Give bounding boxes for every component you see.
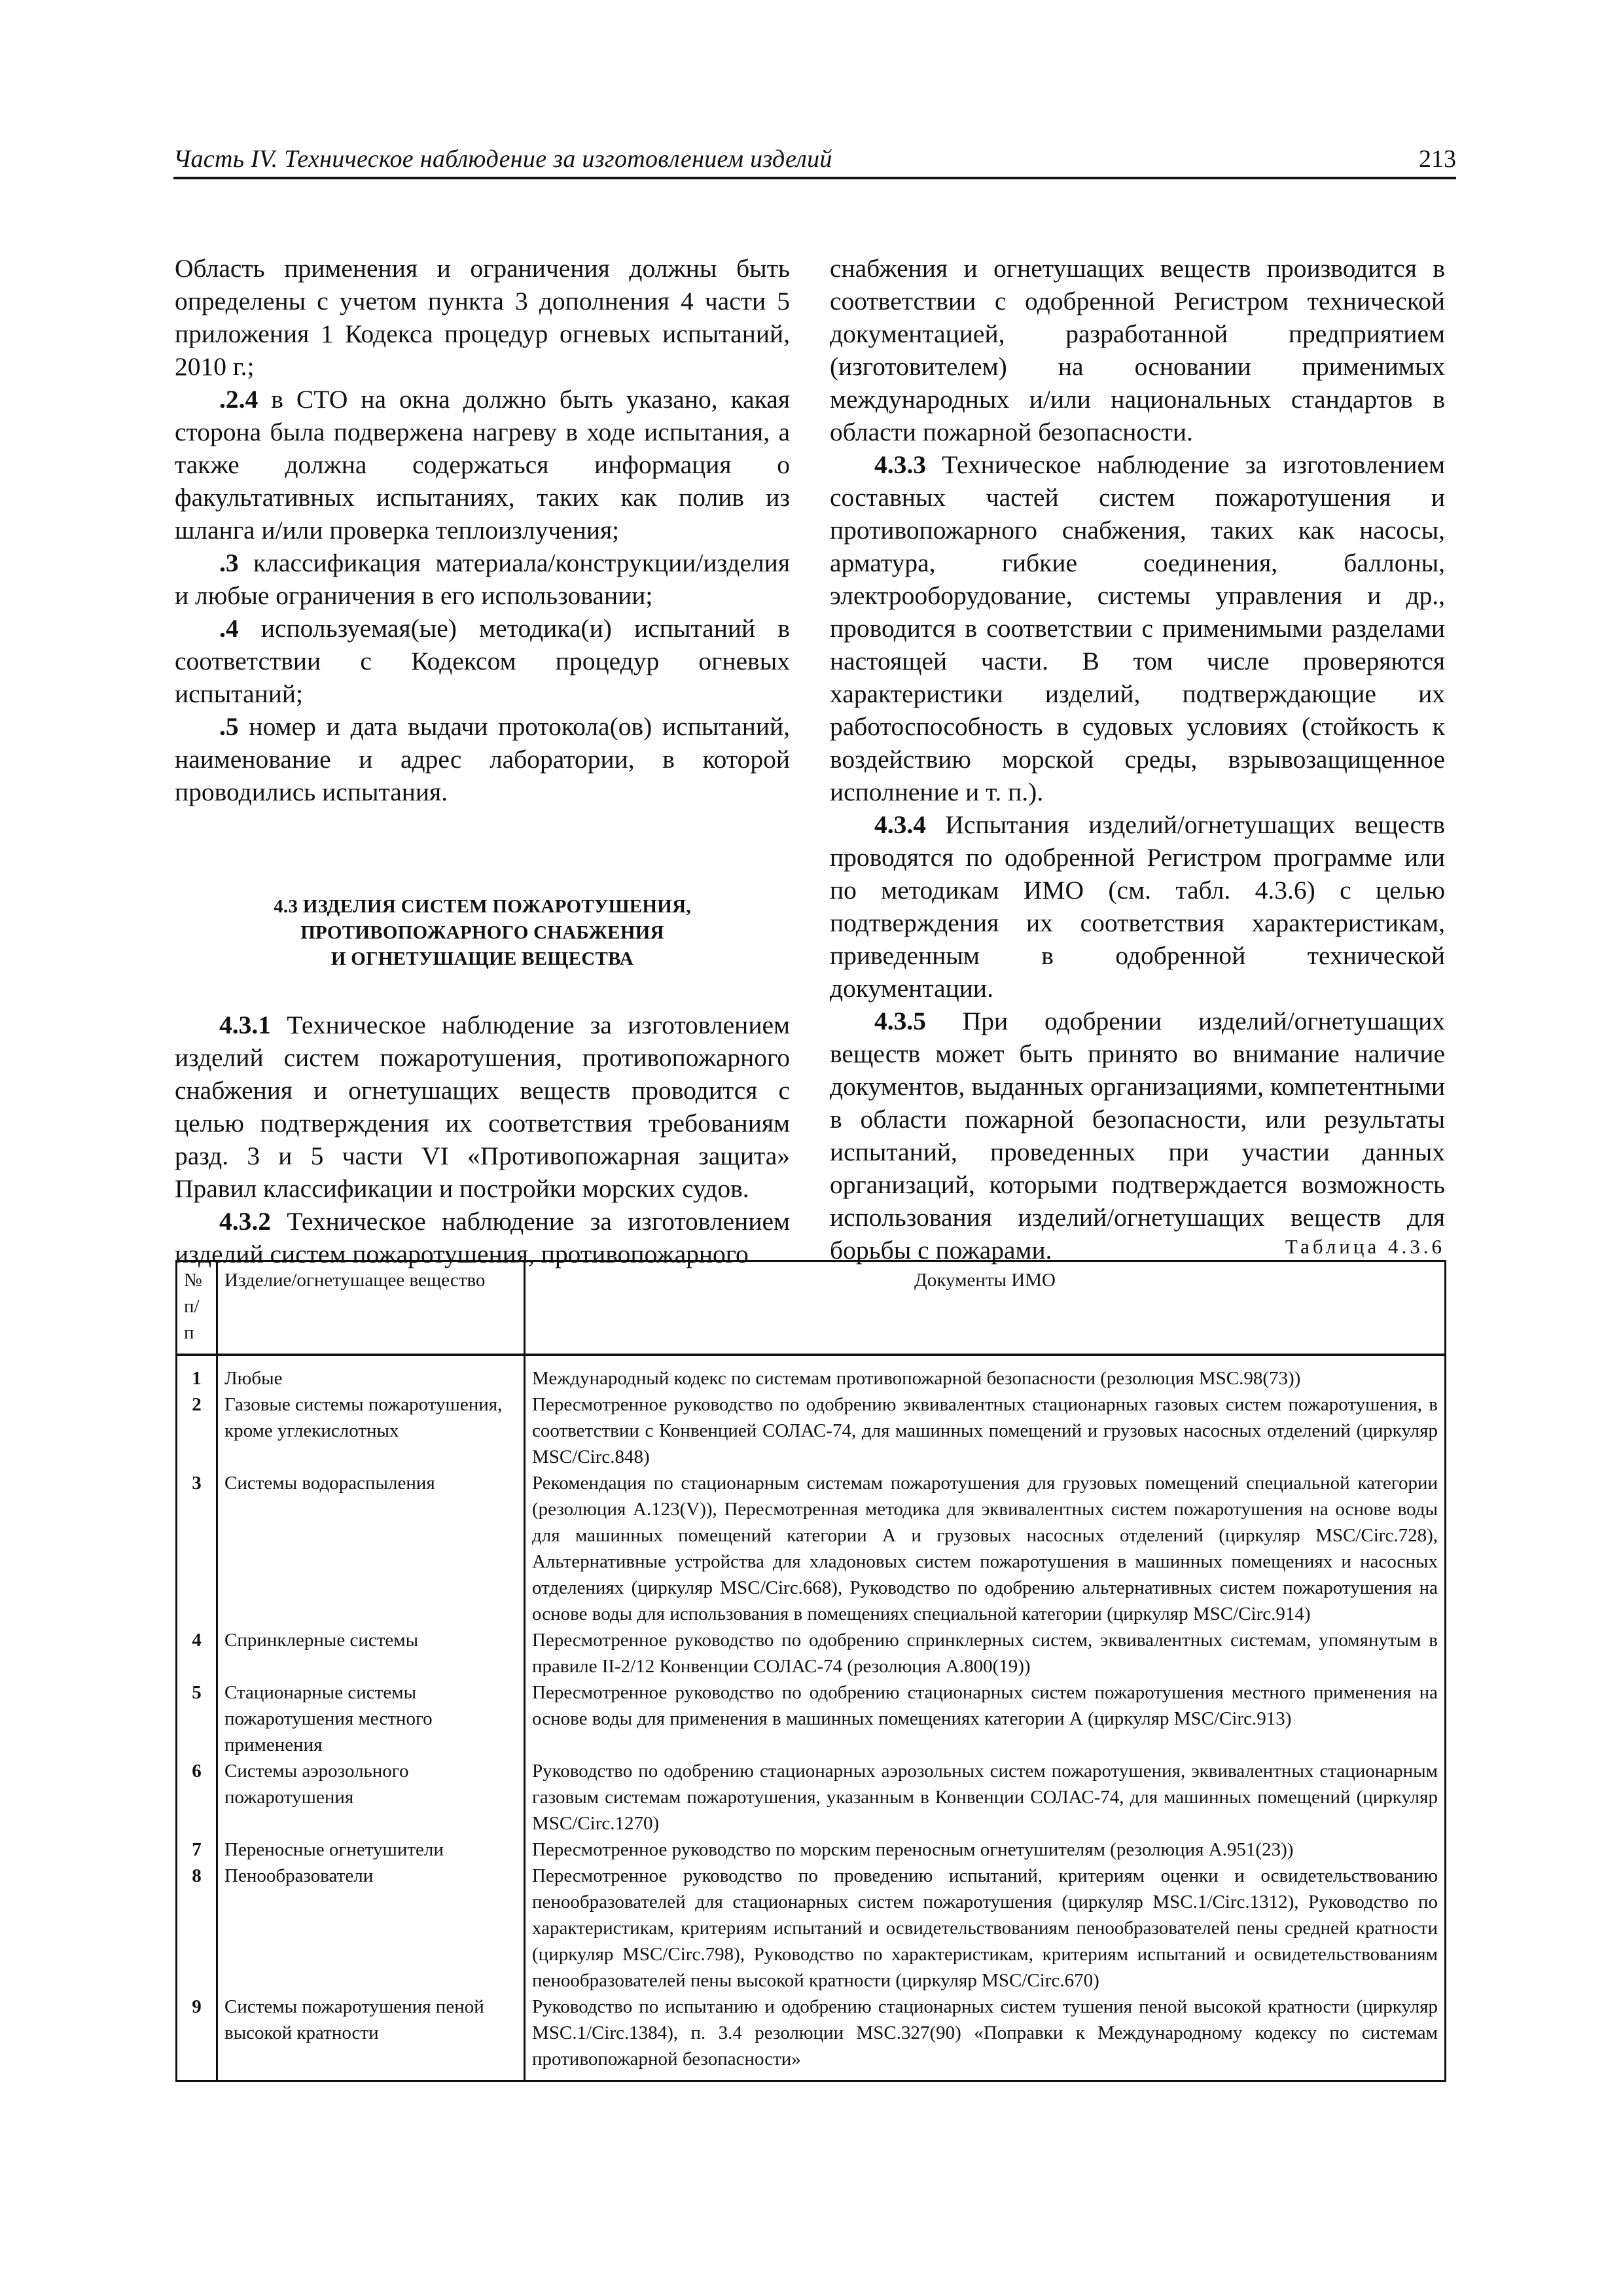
row-item: Любые (217, 1355, 525, 1391)
clause-number: 4.3.4 (874, 810, 926, 839)
row-number: 3 (177, 1470, 217, 1627)
clause-text: Техническое наблюдение за изготовлением изделий систем пожаротушения, противопожарного снабжения и огнетушащих веществ проводится с целью подтверждения их соответствия требованиям разд. 3 и 5 части VI «Противопожарная защита» Правил классификации и постройки морских судов. (175, 1011, 790, 1203)
clause-number: 4.3.1 (219, 1011, 271, 1039)
paragraph (175, 710, 790, 808)
paragraph (175, 612, 790, 710)
column-header-documents: Документы ИМО (525, 1261, 1446, 1355)
clause-number: 4.3.2 (219, 1207, 271, 1236)
clause-text: Техническое наблюдение за изготовлением составных частей систем пожаротушения и противопожарного снабжения, таких как насосы, арматура, гибкие соединения, баллоны, электрооборудование, системы управления и др., проводится в соответствии с применимыми разделами настоящей части. В том числе проверяются характеристики изделий, подтверждающие их работоспособность в судовых условиях (стойкость к воздействию морской среды, взрывозащищенное исполнение и т. п.). (830, 450, 1445, 806)
row-documents: Пересмотренное руководство по морским переносным огнетушителям (резолюция A.951(23)) (525, 1837, 1446, 1863)
paragraph (175, 383, 790, 547)
row-documents: Пересмотренное руководство по одобрению стационарных систем пожаротушения местного применения на основе воды для применения в машинных помещениях категории А (циркуляр MSC/Circ.913) (525, 1679, 1446, 1758)
section-heading-line: И ОГНЕТУШАЩИЕ ВЕЩЕСТВА (330, 948, 634, 969)
running-header (173, 143, 1456, 179)
right-column (830, 252, 1445, 1266)
row-number: 5 (177, 1679, 217, 1758)
row-item: Системы пожаротушения пеной высокой кратности (217, 1994, 525, 2081)
clause-text: Испытания изделий/огнетушащих веществ проводятся по одобренной Регистром программе или по методикам ИМО (см. табл. 4.3.6) с целью подтверждения их соответствия характеристикам, приведенным в одобренной технической документации. (830, 810, 1445, 1003)
item-text: классификация материала/конструкции/изделия и любые ограничения в его использовании; (175, 548, 790, 610)
table-row (177, 1679, 1446, 1758)
clause-text: Техническое наблюдение за изготовлением изделий систем пожаротушения, противопожарного (175, 1207, 790, 1268)
row-number: 2 (177, 1391, 217, 1470)
paragraph (175, 1009, 790, 1205)
paragraph (830, 448, 1445, 808)
table-header-row (177, 1261, 1446, 1355)
column-header-number: № п/п (177, 1261, 217, 1355)
row-documents: Пересмотренное руководство по одобрению спринклерных систем, эквивалентных системам, упомянутым в правиле II-2/12 Конвенции СОЛАС-74 (резолюция A.800(19)) (525, 1627, 1446, 1679)
table-row (177, 1837, 1446, 1863)
row-item: Переносные огнетушители (217, 1837, 525, 1863)
paragraph: снабжения и огнетушащих веществ производится в соответствии с одобренной Регистром технической документацией, разработанной предприятием (изготовителем) на основании применимых международных и/или национальных стандартов в области пожарной безопасности. (830, 254, 1445, 446)
row-documents: Руководство по испытанию и одобрению стационарных систем тушения пеной высокой кратности (циркуляр MSC.1/Circ.1384), п. 3.4 резолюции MSC.327(90) «Поправки к Международному кодексу по системам противопожарной безопасности» (525, 1994, 1446, 2081)
row-documents: Рекомендация по стационарным системам пожаротушения для грузовых помещений специальной категории (резолюция A.123(V)), Пересмотренная методика для эквивалентных систем пожаротушения на основе воды для машинных помещений категории А и грузовых насосных отделений (циркуляр MSC/Circ.728), Альтернативные устройства для хладоновых систем пожаротушения в машинных помещениях и насосных отделениях (циркуляр MSC/Circ.668), Руководство по одобрению альтернативных систем пожаротушения на основе воды для использования в помещениях специальной категории (циркуляр MSC/Circ.914) (525, 1470, 1446, 1627)
item-text: номер и дата выдачи протокола(ов) испытаний, наименование и адрес лаборатории, в которой проводились испытания. (175, 712, 790, 806)
column-header-item: Изделие/огнетушащее вещество (217, 1261, 525, 1355)
item-text: используемая(ые) методика(и) испытаний в соответствии с Кодексом процедур огневых испытаний; (175, 614, 790, 708)
table-row (177, 1627, 1446, 1679)
table-row (177, 1863, 1446, 1994)
row-documents: Руководство по одобрению стационарных аэрозольных систем пожаротушения, эквивалентных стационарным газовым системам пожаротушения, указанным в Конвенции СОЛАС-74, для машинных помещений (циркуляр MSC/Circ.1270) (525, 1758, 1446, 1837)
page-number: 213 (1419, 145, 1456, 173)
section-heading (175, 893, 790, 972)
table-row (177, 1391, 1446, 1470)
section-heading-line: ПРОТИВОПОЖАРНОГО СНАБЖЕНИЯ (300, 922, 664, 943)
row-number: 8 (177, 1863, 217, 1994)
item-text: в СТО на окна должно быть указано, какая сторона была подвержена нагреву в ходе испытания, а также должна содержаться информация о факультативных испытаниях, таких как полив из шланга и/или проверка теплоизлучения; (175, 385, 790, 545)
row-documents: Пересмотренное руководство по одобрению эквивалентных стационарных газовых систем пожаротушения, в соответствии с Конвенцией СОЛАС-74, для машинных помещений и грузовых насосных отделений (циркуляр MSC/Circ.848) (525, 1391, 1446, 1470)
clause-number: 4.3.5 (874, 1007, 926, 1035)
item-number: .4 (219, 614, 239, 643)
section-heading-line: 4.3 ИЗДЕЛИЯ СИСТЕМ ПОЖАРОТУШЕНИЯ, (274, 896, 691, 917)
row-number: 4 (177, 1627, 217, 1679)
row-item: Пенообразователи (217, 1863, 525, 1994)
row-documents: Международный кодекс по системам противопожарной безопасности (резолюция MSC.98(73)) (525, 1355, 1446, 1391)
row-number: 7 (177, 1837, 217, 1863)
row-number: 1 (177, 1355, 217, 1391)
table-container (175, 1260, 1446, 2082)
row-item: Газовые системы пожаротушения, кроме углекислотных (217, 1391, 525, 1470)
paragraph: Область применения и ограничения должны быть определены с учетом пункта 3 дополнения 4 части 5 приложения 1 Кодекса процедур огневых испытаний, 2010 г.; (175, 254, 790, 381)
paragraph (830, 808, 1445, 1005)
row-number: 9 (177, 1994, 217, 2081)
row-documents: Пересмотренное руководство по проведению испытаний, критериям оценки и освидетельствованию пенообразователей для стационарных систем пожаротушения (циркуляр MSC.1/Circ.1312), Руководство по характеристикам, критериям испытаний и освидетельствованиям пенообразователей пены средней кратности (циркуляр MSC/Circ.798), Руководство по характеристикам, критериям испытаний и освидетельствованиям пенообразователей пены высокой кратности (циркуляр MSC/Circ.670) (525, 1863, 1446, 1994)
table-body (177, 1355, 1446, 2081)
running-header-title: Часть IV. Техническое наблюдение за изготовлением изделий (173, 145, 832, 173)
table-row (177, 1758, 1446, 1837)
paragraph (175, 547, 790, 612)
row-item: Системы аэрозольного пожаротушения (217, 1758, 525, 1837)
clause-text: При одобрении изделий/огнетушащих веществ может быть принято во внимание наличие документов, выданных организациями, компетентными в области пожарной безопасности, или результаты испытаний, проведенных при участии данных организаций, которыми подтверждается возможность использования изделий/огнетушащих веществ для борьбы с пожарами. (830, 1007, 1445, 1265)
imo-documents-table (175, 1260, 1446, 2082)
item-number: .2.4 (219, 385, 259, 414)
row-item: Спринклерные системы (217, 1627, 525, 1679)
clause-number: 4.3.3 (874, 450, 926, 479)
left-column (175, 252, 790, 1270)
table-row (177, 1994, 1446, 2081)
row-item: Системы водораспыления (217, 1470, 525, 1627)
table-row (177, 1355, 1446, 1391)
item-number: .5 (219, 712, 239, 741)
row-item: Стационарные системы пожаротушения местного применения (217, 1679, 525, 1758)
row-number: 6 (177, 1758, 217, 1837)
table-row (177, 1470, 1446, 1627)
table-caption: Таблица 4.3.6 (1285, 1235, 1445, 1258)
item-number: .3 (219, 548, 239, 577)
paragraph (830, 1005, 1445, 1266)
